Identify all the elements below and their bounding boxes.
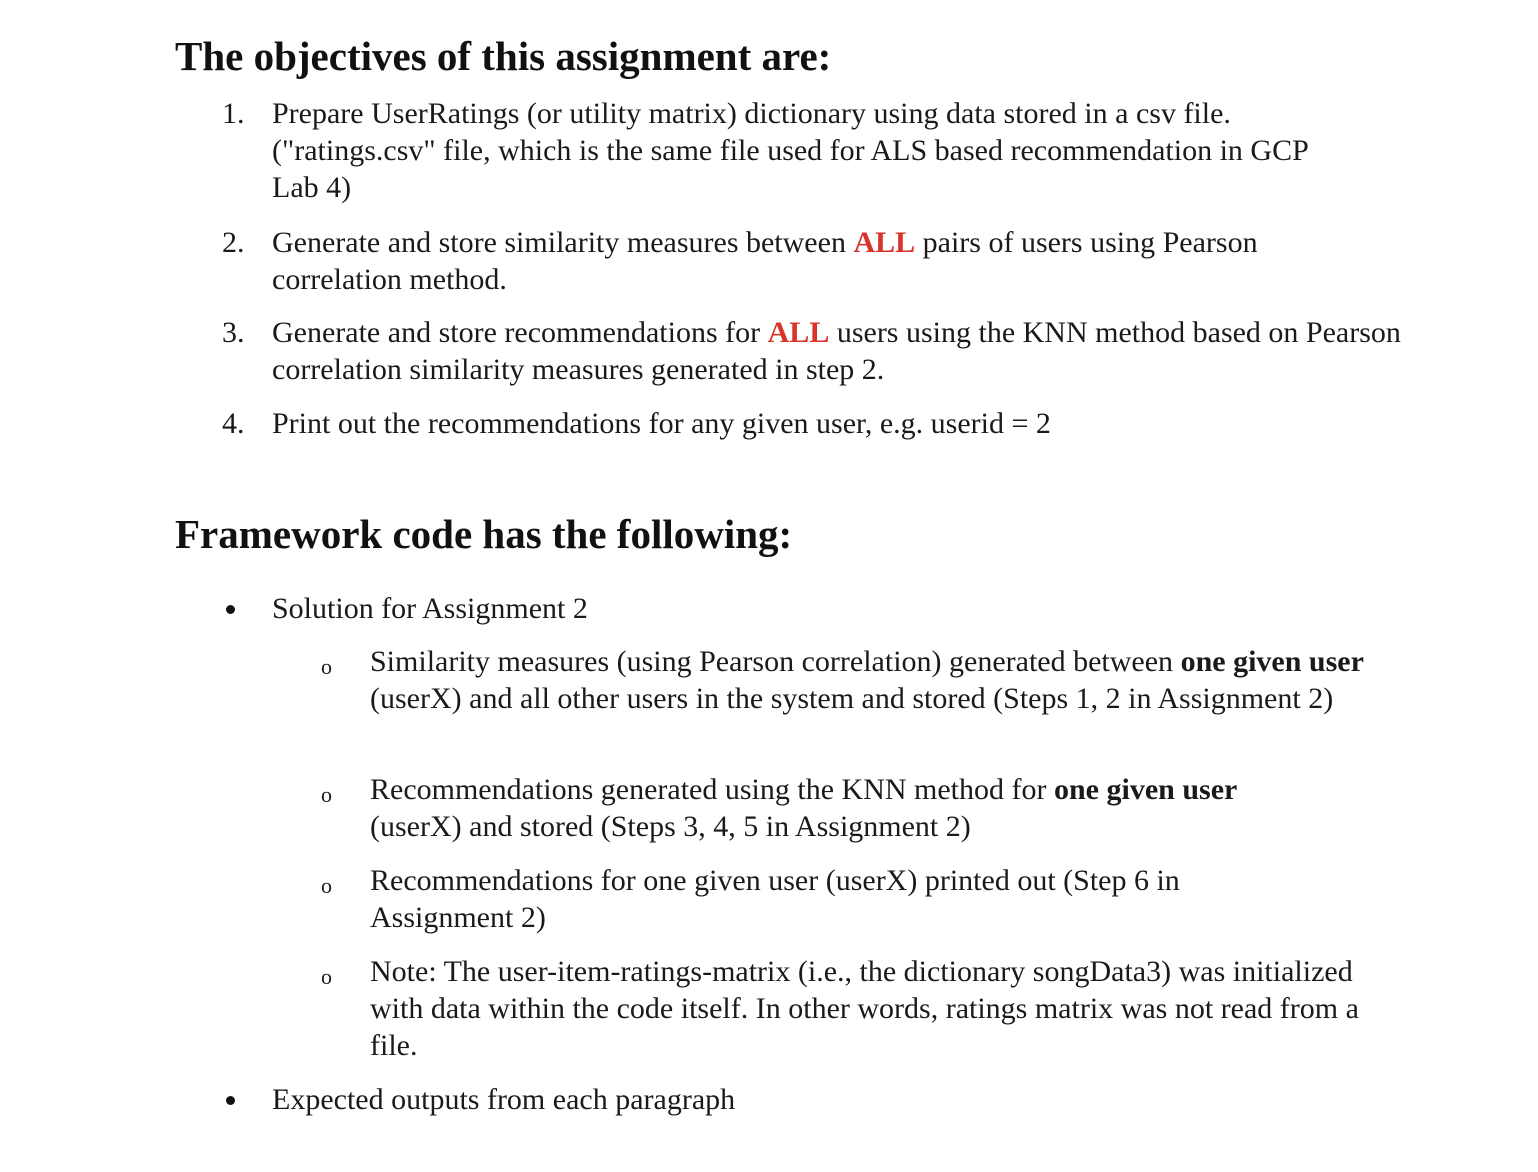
objective-item-1 [222, 95, 1352, 206]
subitem-text: Note: The user-item-ratings-matrix (i.e., the dictionary songData3) was initialized with data within the code itself. In other words, ratings matrix was not read from a file. [370, 955, 1359, 1062]
subitem-text: Recommendations for one given user (userX) printed out (Step 6 in Assignment 2) [370, 864, 1180, 934]
bullet-marker [226, 605, 235, 614]
objective-text: Print out the recommendations for any given user, e.g. userid = 2 [272, 407, 1051, 440]
objective-item-3 [222, 314, 1407, 388]
objective-item-4 [222, 405, 1422, 442]
objective-highlight: ALL [767, 316, 830, 349]
framework-item-1 [222, 590, 1422, 627]
objective-text: Prepare UserRatings (or utility matrix) dictionary using data stored in a csv file. ("ratings.csv" file, which is the same file used for ALS based recommendation in GCP Lab 4) [272, 97, 1308, 204]
subitem-text-after: (userX) and stored (Steps 3, 4, 5 in Assignment 2) [370, 810, 971, 843]
framework-subitem-4 [319, 953, 1379, 1064]
objective-text [272, 224, 1352, 298]
sub-bullet-marker: o [321, 964, 332, 989]
framework-subitem-1 [319, 643, 1399, 717]
subitem-text [370, 643, 1399, 717]
bullet-marker [226, 1096, 235, 1105]
subitem-text-before: Similarity measures (using Pearson correlation) generated between [370, 645, 1181, 678]
objective-text-after: users using the KNN method based on Pearson correlation similarity measures generated in step 2. [272, 316, 1401, 386]
objective-text-before: Generate and store recommendations for [272, 316, 768, 349]
objective-text-after: pairs of users using Pearson correlation method. [272, 226, 1258, 296]
sub-bullet-marker: o [321, 873, 332, 898]
objectives-heading: The objectives of this assignment are: [175, 33, 832, 79]
framework-subitem-2 [319, 771, 1269, 845]
framework-heading: Framework code has the following: [175, 511, 793, 557]
objective-number: 4. [222, 407, 245, 440]
objective-highlight: ALL [853, 226, 916, 259]
subitem-text [370, 771, 1269, 845]
framework-item-text: Expected outputs from each paragraph [272, 1083, 736, 1116]
subitem-text-after: (userX) and all other users in the system and stored (Steps 1, 2 in Assignment 2) [370, 682, 1334, 715]
framework-subitem-3 [319, 862, 1279, 936]
objective-text [272, 314, 1407, 388]
objective-number: 1. [222, 97, 245, 130]
sub-bullet-marker: o [321, 654, 332, 679]
subitem-bold: one given user [1054, 773, 1238, 806]
sub-bullet-marker: o [321, 782, 332, 807]
framework-item-text: Solution for Assignment 2 [272, 592, 588, 625]
objective-text-before: Generate and store similarity measures between [272, 226, 854, 259]
framework-item-2 [222, 1081, 1422, 1118]
subitem-bold: one given user [1180, 645, 1364, 678]
subitem-text-before: Recommendations generated using the KNN method for [370, 773, 1054, 806]
objective-item-2 [222, 224, 1352, 298]
objective-number: 3. [222, 316, 245, 349]
objective-number: 2. [222, 226, 245, 259]
